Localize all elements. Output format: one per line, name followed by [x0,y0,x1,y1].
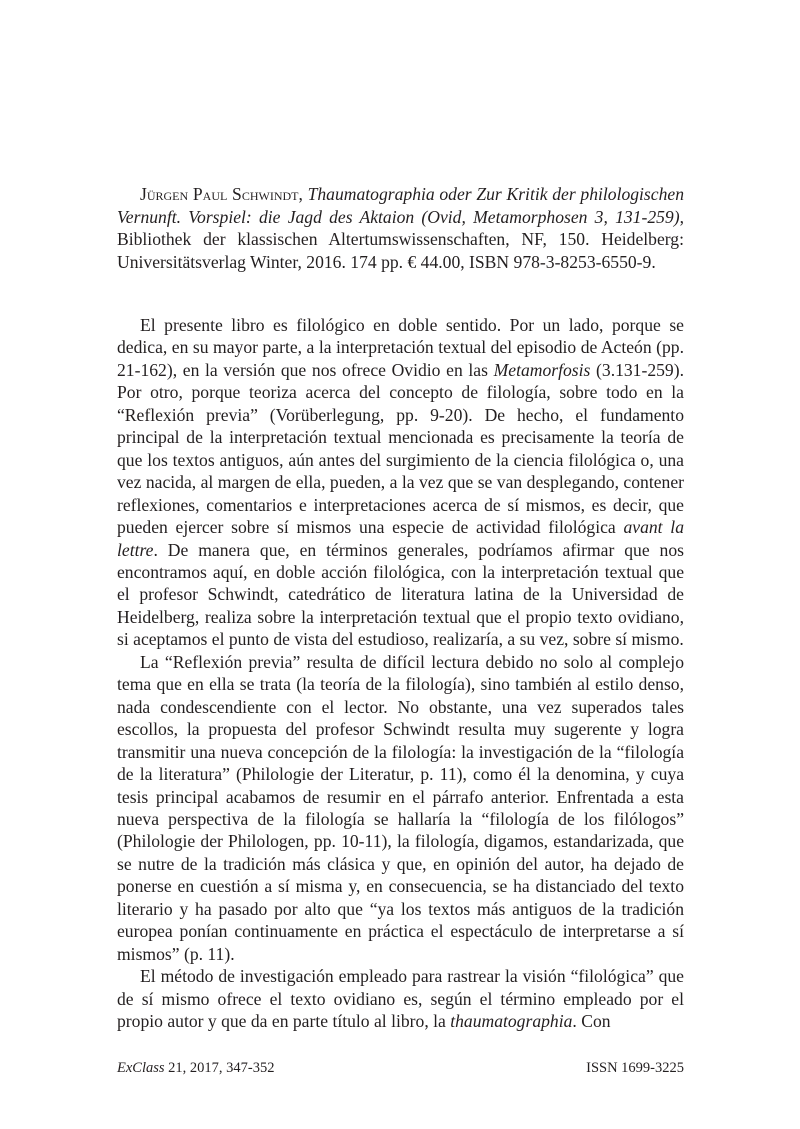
page-footer [117,1059,684,1077]
journal-issn: ISSN 1699-3225 [586,1060,684,1076]
journal-name: ExClass [117,1060,165,1076]
journal-volume-pages: 21, 2017, 347-352 [164,1060,275,1076]
paragraph-1-part-e: . De manera que, en términos generales, podríamos afirmar que nos encontramos aquí, en doble acción filológica, con la interpretación textual que el profesor Schwindt, catedrático de literatura latina de la Universidad de Heidelberg, realiza sobre la interpretación textual que el propio texto ovidiano, si aceptamos el punto de vista del estudioso, realizaría, a su vez, sobre sí mismo. [117,539,684,650]
paragraph-1-part-a: El presente libro es filológico en doble sentido. Por un lado, porque se dedica, en su mayor parte, a la interpretación textual del episodio de Acteón (pp. 21-162), en la versión que nos ofrece Ovidio en las [117,315,684,380]
bibliographic-reference [117,183,684,273]
paragraph-1-part-c: (3.131-259). Por otro, porque teoriza acerca del concepto de filología, sobre todo en la “Reflexión previa” (Vorüberlegung, pp. 9-20). De hecho, el fundamento principal de la interpretación textual mencionada es precisamente la teoría de que los textos antiguos, aún antes del surgimiento de la ciencia filológica o, una vez nacida, al margen de ella, pueden, a la vez que se van desplegando, contener reflexiones, comentarios e interpretaciones acerca de sí mismos, es decir, que pueden ejercer sobre sí mismos una especie de actividad filológica [117,359,684,538]
biblio-separator: , [298,184,308,204]
paragraph-1 [117,314,684,651]
paragraph-3 [117,965,684,1032]
paragraph-3-italic-thaumatographia: thaumatographia [450,1011,573,1032]
paragraph-2: La “Reflexión previa” resulta de difícil lectura debido no solo al complejo tema que en ella se trata (la teoría de la filología), sino también al estilo denso, nada condescendiente con el lector. No obstante, una vez superados tales escollos, la propuesta del profesor Schwindt resulta muy sugerente y logra transmitir una nueva concepción de la filología: la investigación de la “filología de la literatura” (Philologie der Literatur, p. 11), como él la denomina, y cuya tesis principal acabamos de resumir en el párrafo anterior. Enfrentada a esta nueva perspectiva de la filología se hallaría la “filología de los filólogos” (Philologie der Philologen, pp. 10-11), la filología, digamos, estandarizada, que se nutre de la tradición más clásica y que, en opinión del autor, ha dejado de ponerse en cuestión a sí misma y, en consecuencia, se ha distanciado del texto literario y ha pasado por alto que “ya los textos más antiguos de la tradición europea ponían continuamente en práctica el espectáculo de interpretarse a sí mismos” (p. 11). [117,651,684,964]
publication-details: , Bibliothek der klassischen Altertumswissenschaften, NF, 150. Heidelberg: Universitätsverlag Winter, 2016. 174 pp. € 44.00, ISBN 978-3-8253-6550-9. [117,206,684,272]
paragraph-1-italic-metamorfosis: Metamorfosis [493,359,591,380]
paragraph-3-part-a: El método de investigación empleado para rastrear la visión “filológica” que de sí mismo ofrece el texto ovidiano es, según el término empleado por el propio autor y que da en parte título al libro, la [117,966,684,1032]
reviewed-author: Jürgen Paul Schwindt [140,184,299,204]
paragraph-3-part-c: . Con [572,1011,611,1032]
paragraph-1-italic-avant-la-lettre: avant la lettre [117,517,684,560]
page [117,0,684,1129]
journal-citation [117,1059,275,1077]
review-body [117,314,684,1033]
reviewed-book-title: Thaumatographia oder Zur Kritik der philologischen Vernunft. Vorspiel: die Jagd des Aktaion (Ovid, Metamorphosen 3, 131-259) [117,184,684,227]
